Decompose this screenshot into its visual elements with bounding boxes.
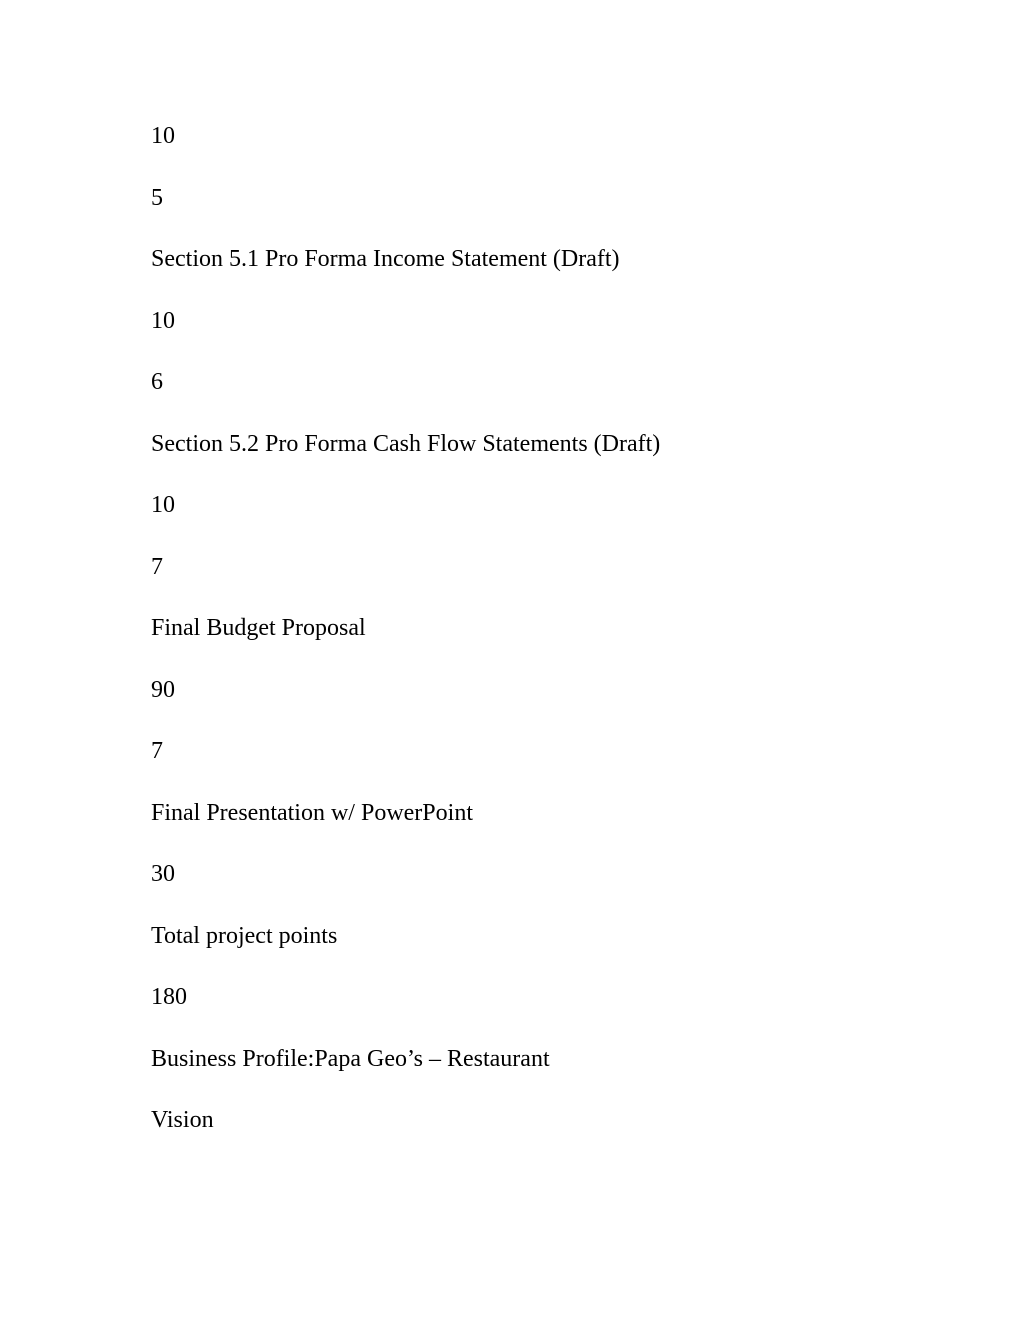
vision-heading: Vision: [151, 1107, 214, 1133]
assignment-title: Final Budget Proposal: [151, 615, 366, 641]
week-number: 7: [151, 553, 163, 580]
assignment-title: Section 5.2 Pro Forma Cash Flow Statements (Draft): [151, 430, 661, 457]
week-number: 7: [151, 738, 163, 764]
assignment-title: Final Presentation w/ PowerPoint: [151, 799, 473, 826]
points-value: 90: [151, 676, 175, 703]
points-value: 10: [151, 123, 175, 149]
points-value: 30: [151, 861, 175, 887]
business-profile-heading: Business Profile:Papa Geo’s – Restaurant: [151, 1045, 550, 1072]
total-value: 180: [151, 984, 187, 1010]
week-number: 6: [151, 369, 163, 395]
points-value: 10: [151, 307, 175, 334]
assignment-title: Section 5.1 Pro Forma Income Statement (Draft): [151, 246, 620, 272]
total-label: Total project points: [151, 922, 338, 949]
points-value: 10: [151, 492, 175, 518]
week-number: 5: [151, 184, 163, 211]
document-body: [151, 120, 660, 1166]
